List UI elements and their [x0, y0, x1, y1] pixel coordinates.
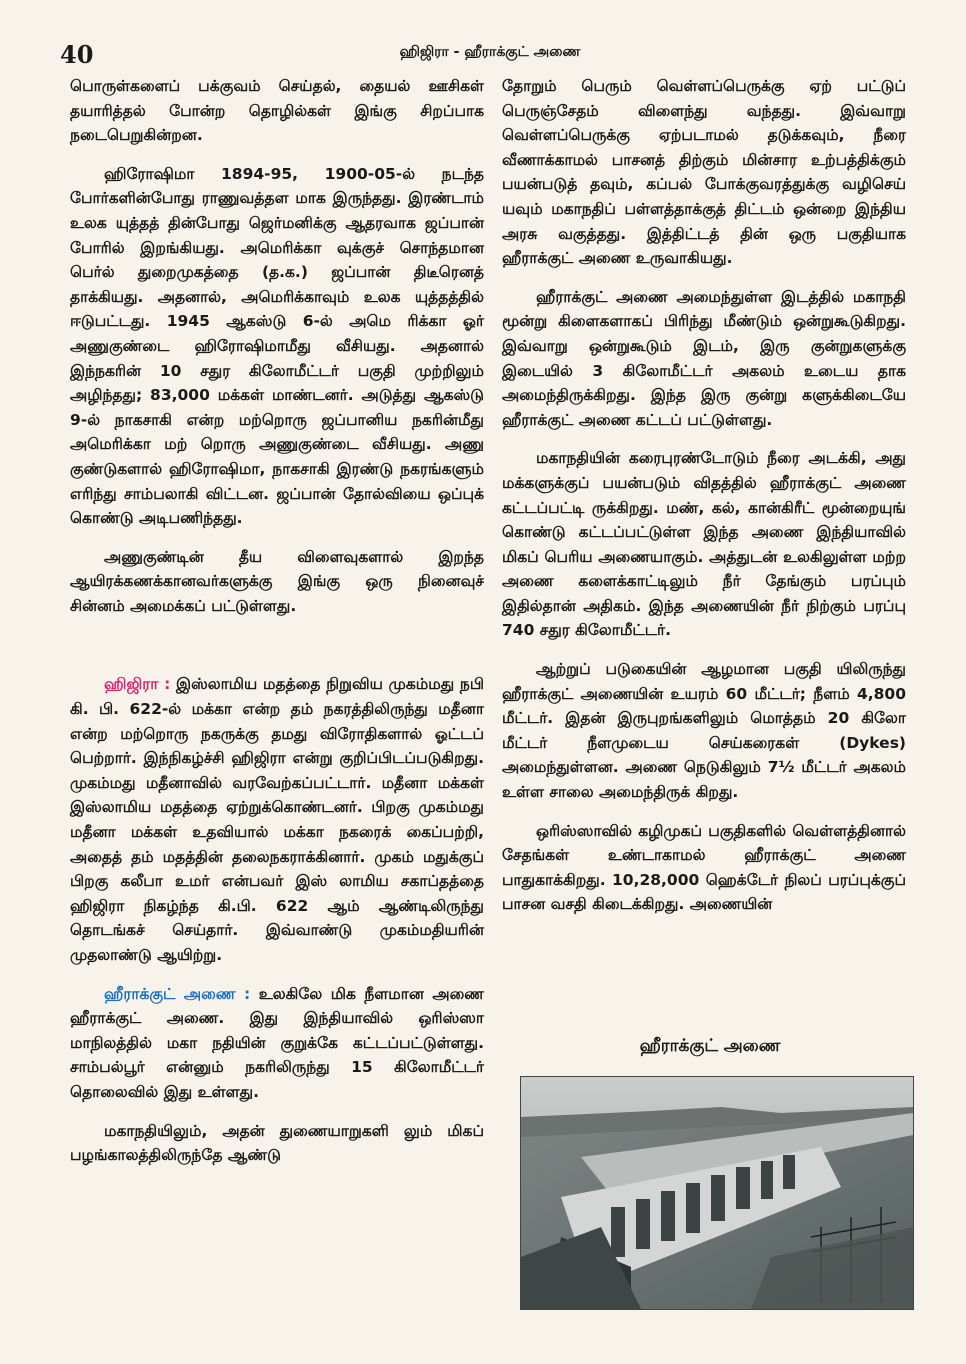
- paragraph: மகாநதியிலும், அதன் துணையாறுகளி லும் மிகப் பழங்காலத்திலிருந்தே ஆண்டு: [70, 1121, 484, 1165]
- running-title: ஹிஜிரா - ஹீராக்குட் அணை: [399, 44, 581, 60]
- paragraph: ஒரிஸ்ஸாவில் கழிமுகப் பகுதிகளில் வெள்ளத்தினால் சேதங்கள் உண்டாகாமல் ஹீராக்குட் அணை பாதுகாக்கிறது. 10,28,000 ஹெக்டேர் நிலப் பரப்புக்குப் பாசன வசதி கிடைக்கிறது. அணையின்: [502, 821, 906, 914]
- photo-caption: ஹீராக்குட் அணை: [639, 1036, 781, 1056]
- paragraph: மகாநதியின் கரைபுரண்டோடும் நீரை அடக்கி, அது மக்களுக்குப் பயன்படும் விதத்தில் ஹீராக்குட் அணை கட்டப்பட்டி ருக்கிறது. மண், கல், கான்கிரீட் மூன்றையுங் கொண்டு கட்டப்பட்டுள்ள இந்த அணை இந்தியாவில் மிகப் பெரிய அணையாகும். அத்துடன் உலகிலுள்ள மற்ற அணை களைக்காட்டிலும் நீர் தேங்கும் பரப்பும் இதில்தான் அதிகம். இந்த அணையின் நீர் நிற்கும் பரப்பு 740 சதுர கிலோமீட்டர்.: [502, 449, 906, 640]
- entry-term-hirakud: ஹீராக்குட் அணை :: [104, 984, 251, 1003]
- entry-body-hijra: இஸ்லாமிய மதத்தை நிறுவிய முகம்மது நபி கி. பி. 622-ல் மக்கா என்ற தம் நகரத்திலிருந்து மதீனா என்ற மற்றொரு நகருக்கு தமது விரோதிகளால் ஓட்டப் பெற்றார். இந்நிகழ்ச்சி ஹிஜிரா என்று குறிப்பிடப்படுகிறது. முகம்மது மதீனாவில் வரவேற்கப்பட்டார். மதீனா மக்கள் இஸ்லாமிய மதத்தை ஏற்றுக்கொண்டனர். பிறகு முகம்மது மதீனா மக்கள் உதவியால் மக்கா நகரைக் கைப்பற்றி, அதைத் தம் மதத்தின் தலைநகராக்கினார். முகம் மதுக்குப் பிறகு கலீபா உமர் என்பவர் இஸ் லாமிய சகாப்தத்தை ஹிஜிரா நிகழ்ந்த கி.பி. 622 ஆம் ஆண்டிலிருந்து தொடங்கச் செய்தார். இவ்வாண்டு முகம்மதியரின் முதலாண்டு ஆயிற்று.: [70, 675, 485, 964]
- paragraph: பொருள்களைப் பக்குவம் செய்தல், தையல் ஊசிகள் தயாரித்தல் போன்ற தொழில்கள் இங்கு சிறப்பாக நடைபெறுகின்றன.: [70, 77, 484, 145]
- paragraph: தோறும் பெரும் வெள்ளப்பெருக்கு ஏற் பட்டுப் பெருஞ்சேதம் விளைந்து வந்தது. இவ்வாறு வெள்ளப்பெருக்கு ஏற்படாமல் தடுக்கவும், நீரை வீணாக்காமல் பாசனத் திற்கும் மின்சார உற்பத்திக்கும் பயன்படுத் தவும், கப்பல் போக்குவரத்துக்கு வழிசெய் யவும் மகாநதிப் பள்ளத்தாக்குத் திட்டம் ஒன்றை இந்திய அரசு வகுத்தது. இத்திட்டத் தின் ஒரு பகுதியாக ஹீராக்குட் அணை உருவாகியது.: [502, 77, 906, 268]
- dam-photo: [520, 1076, 914, 1310]
- paragraph-dimensions: ஆற்றுப் படுகையின் ஆழமான பகுதி யிலிருந்து ஹீராக்குட் அணையின் உயரம் 60 மீட்டர்; நீளம் 4,800 மீட்டர். இதன் இருபுறங்களிலும் மொத்தம் 20 கிலோ மீட்டர் நீளமுடைய செய்கரைகள் (Dykes) அமைந்துள்ளன. அணை நெடுகிலும் 7½ மீட்டர் அகலம் உள்ள சாலை அமைந்திருக் கிறது.: [502, 660, 906, 802]
- entry-body-hirakud: உலகிலே மிக நீளமான அணை ஹீராக்குட் அணை. இது இந்தியாவில் ஒரிஸ்ஸா மாநிலத்தில் மகா நதியின் குறுக்கே கட்டப்பட்டுள்ளது. சாம்பல்பூர் என்னும் நகரிலிருந்து 15 கிலோமீட்டர் தொலைவில் இது உள்ளது.: [70, 984, 484, 1101]
- entry-hijra: [70, 672, 484, 967]
- entry-hirakud: [70, 982, 484, 1105]
- paragraph-hiroshima: ஹிரோஷிமா 1894-95, 1900-05-ல் நடந்த போர்களின்போது ராணுவத்தள மாக இருந்தது. இரண்டாம் உலக யுத்தத் தின்போது ஜெர்மனிக்கு ஆதரவாக ஜப்பான் போரில் இறங்கியது. அமெரிக்கா வுக்குச் சொந்தமான பெர்ல் துறைமுகத்தை (த.க.) ஜப்பான் திடீரெனத் தாக்கியது. அதனால், அமெரிக்காவும் உலக யுத்தத்தில் ஈடுபட்டது. 1945 ஆகஸ்டு 6-ல் அமெ ரிக்கா ஓர் அணுகுண்டை ஹிரோஷிமாமீது வீசியது. அதனால் இந்நகரின் 10 சதுர கிலோமீட்டர் பகுதி முற்றிலும் அழிந்தது; 83,000 மக்கள் மாண்டனர். அடுத்து ஆகஸ்டு 9-ல் நாகசாகி என்ற மற்றொரு ஜப்பானிய நகரின்மீது அமெரிக்கா மற் றொரு அணுகுண்டை வீசியது. அணு குண்டுகளால் ஹிரோஷிமா, நாகசாகி இரண்டு நகரங்களும் எரிந்து சாம்பலாகி விட்டன. ஜப்பான் தோல்வியை ஒப்புக் கொண்டு அடிபணிந்தது.: [70, 164, 484, 528]
- right-column: [502, 74, 906, 931]
- left-column: [70, 74, 484, 1182]
- page-number: 40: [60, 40, 94, 69]
- paragraph: ஹீராக்குட் அணை அமைந்துள்ள இடத்தில் மகாநதி மூன்று கிளைகளாகப் பிரிந்து மீண்டும் ஒன்றுகூடுகிறது. இவ்வாறு ஒன்றுகூடும் இடம், இரு குன்றுகளுக்கு இடையில் 3 கிலோமீட்டர் அகலம் உடைய தாக அமைந்திருக்கிறது. இந்த இரு குன்று களுக்கிடையே ஹீராக்குட் அணை கட்டப் பட்டுள்ளது.: [502, 287, 906, 429]
- section-spacer: [70, 632, 484, 672]
- running-head: [0, 0, 966, 70]
- paragraph-memorial: அணுகுண்டின் தீய விளைவுகளால் இறந்த ஆயிரக்கணக்கானவர்களுக்கு இங்கு ஒரு நினைவுச் சின்னம் அமைக்கப் பட்டுள்ளது.: [70, 547, 484, 615]
- dam-photo-illustration: [521, 1077, 913, 1309]
- entry-term-hijra: ஹிஜிரா :: [104, 675, 171, 694]
